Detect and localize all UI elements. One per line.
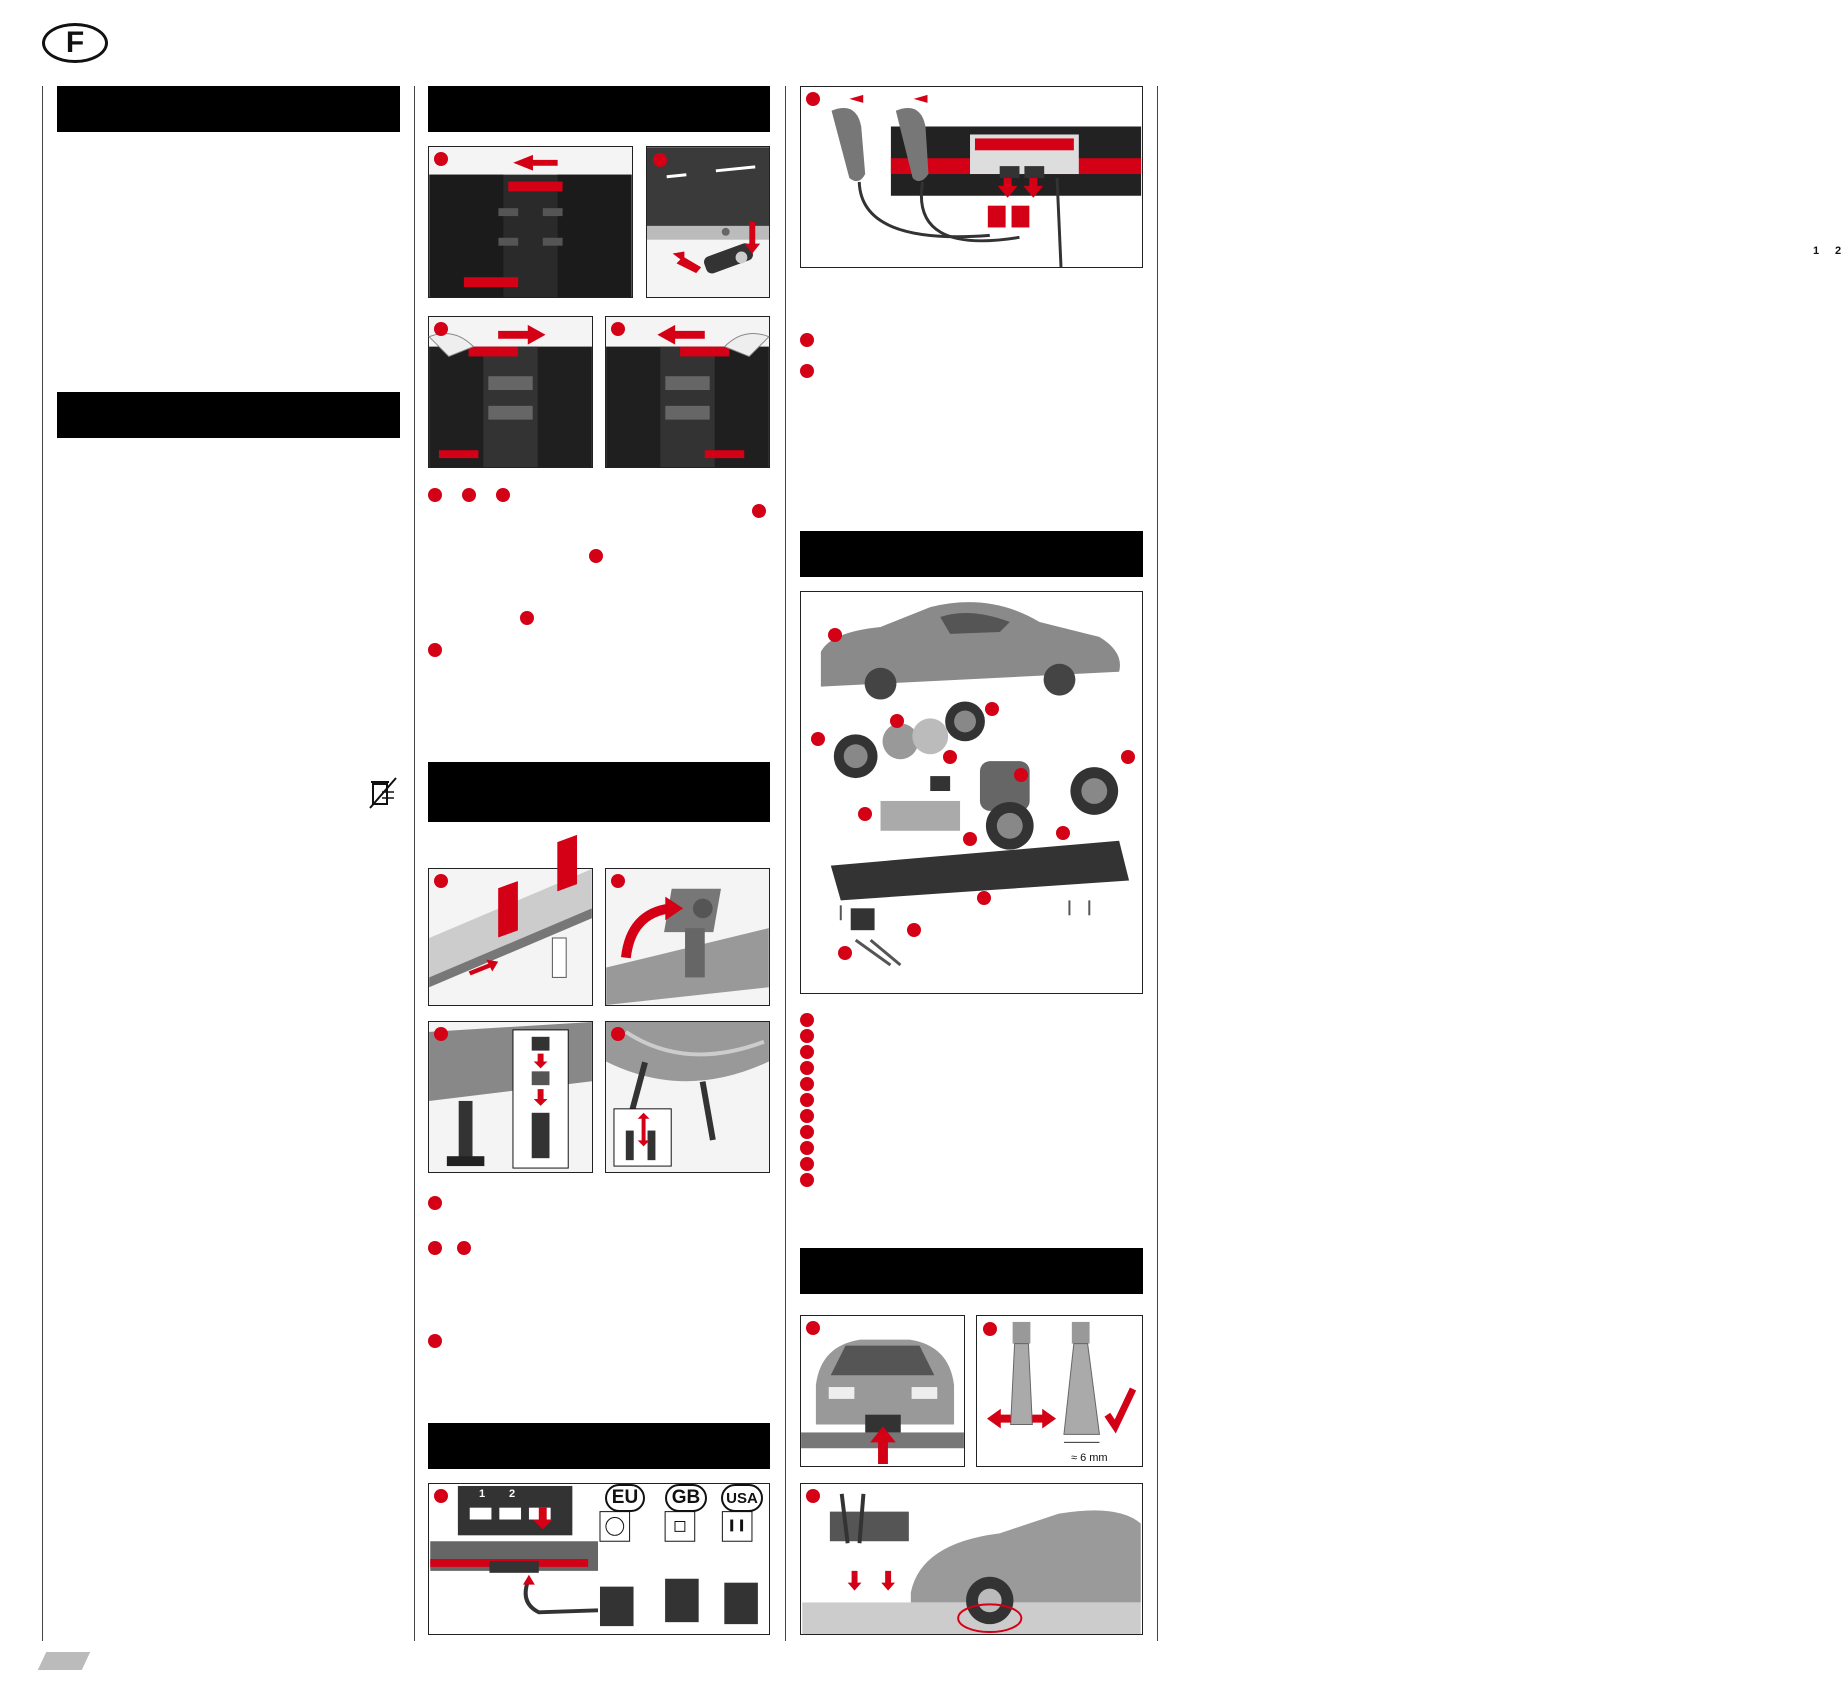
brush-gap-label: ≈ 6 mm xyxy=(1071,1452,1108,1464)
track-screw-figure xyxy=(646,146,770,298)
step-marker xyxy=(428,1334,442,1348)
step-marker xyxy=(520,611,534,625)
part-marker xyxy=(1014,768,1028,782)
step-marker xyxy=(496,488,510,502)
car-guide-keel-figure xyxy=(800,1315,965,1467)
step-marker xyxy=(428,1241,442,1255)
controller-port-label: 1 xyxy=(1813,245,1820,257)
step-marker xyxy=(806,1489,820,1503)
step-marker xyxy=(434,1489,448,1503)
part-marker xyxy=(963,832,977,846)
parts-legend xyxy=(800,1013,814,1189)
region-badge-gb xyxy=(665,1484,707,1512)
step-marker xyxy=(434,322,448,336)
legend-marker xyxy=(800,1173,814,1187)
section-header-bar xyxy=(800,531,1143,577)
legend-marker xyxy=(800,1029,814,1043)
step-marker xyxy=(462,488,476,502)
step-marker xyxy=(589,549,603,563)
step-marker xyxy=(800,364,814,378)
no-disposal-icon xyxy=(368,776,398,810)
part-marker xyxy=(858,807,872,821)
region-badge-eu xyxy=(605,1484,645,1512)
part-marker xyxy=(1056,826,1070,840)
part-marker xyxy=(985,702,999,716)
step-marker xyxy=(434,874,448,888)
section-header-bar xyxy=(57,392,400,438)
track-lock-figure-1 xyxy=(428,316,593,468)
brush-adjust-figure xyxy=(976,1315,1143,1467)
part-marker xyxy=(811,732,825,746)
legend-marker xyxy=(800,1157,814,1171)
controller-port-label: 2 xyxy=(509,1488,516,1500)
step-marker xyxy=(611,874,625,888)
step-marker xyxy=(428,643,442,657)
banked-curve-figure xyxy=(428,868,593,1006)
section-header-bar xyxy=(428,1423,770,1469)
section-header-bar xyxy=(428,762,770,822)
legend-marker xyxy=(800,1045,814,1059)
column-divider-left xyxy=(42,86,43,1641)
track-connect-figure-1 xyxy=(428,146,633,298)
step-marker xyxy=(800,333,814,347)
step-marker xyxy=(653,153,667,167)
step-marker xyxy=(611,1027,625,1041)
region-label-gb: GB xyxy=(671,1487,701,1508)
section-header-bar xyxy=(800,1248,1143,1294)
step-marker xyxy=(434,1027,448,1041)
language-badge-label: F xyxy=(65,26,85,59)
step-marker xyxy=(428,1196,442,1210)
step-marker xyxy=(806,1321,820,1335)
support-pillar-figure xyxy=(605,868,770,1006)
elevated-track-figure xyxy=(428,1021,593,1173)
step-marker xyxy=(752,504,766,518)
part-marker xyxy=(977,891,991,905)
controller-connect-figure xyxy=(800,86,1841,268)
step-marker xyxy=(806,92,820,106)
legend-marker xyxy=(800,1125,814,1139)
power-supply-figure xyxy=(428,1483,770,1635)
page-corner-mark xyxy=(38,1652,90,1670)
legend-marker xyxy=(800,1109,814,1123)
part-marker xyxy=(828,628,842,642)
adjust-pillar-figure xyxy=(605,1021,770,1173)
region-label-usa: USA xyxy=(726,1489,758,1507)
part-marker xyxy=(943,750,957,764)
column-divider-right xyxy=(1157,86,1158,1641)
step-marker xyxy=(983,1322,997,1336)
track-lock-figure-2 xyxy=(605,316,770,468)
region-label-eu: EU xyxy=(611,1487,639,1508)
part-marker xyxy=(907,923,921,937)
legend-marker xyxy=(800,1061,814,1075)
step-marker xyxy=(434,152,448,166)
car-exploded-view-figure xyxy=(800,591,1143,994)
column-divider-2 xyxy=(785,86,786,1641)
legend-marker xyxy=(800,1013,814,1027)
section-header-bar xyxy=(57,86,400,132)
legend-marker xyxy=(800,1077,814,1091)
language-badge xyxy=(42,23,108,63)
section-header-bar xyxy=(428,86,770,132)
region-badge-usa xyxy=(721,1484,763,1512)
step-marker xyxy=(428,488,442,502)
car-on-track-figure xyxy=(800,1483,1143,1635)
column-divider-1 xyxy=(414,86,415,1641)
controller-port-label: 1 xyxy=(479,1488,486,1500)
controller-port-label: 2 xyxy=(1835,245,1841,257)
part-marker xyxy=(1121,750,1135,764)
part-marker xyxy=(838,946,852,960)
part-marker xyxy=(890,714,904,728)
legend-marker xyxy=(800,1093,814,1107)
legend-marker xyxy=(800,1141,814,1155)
step-marker xyxy=(611,322,625,336)
step-marker xyxy=(457,1241,471,1255)
